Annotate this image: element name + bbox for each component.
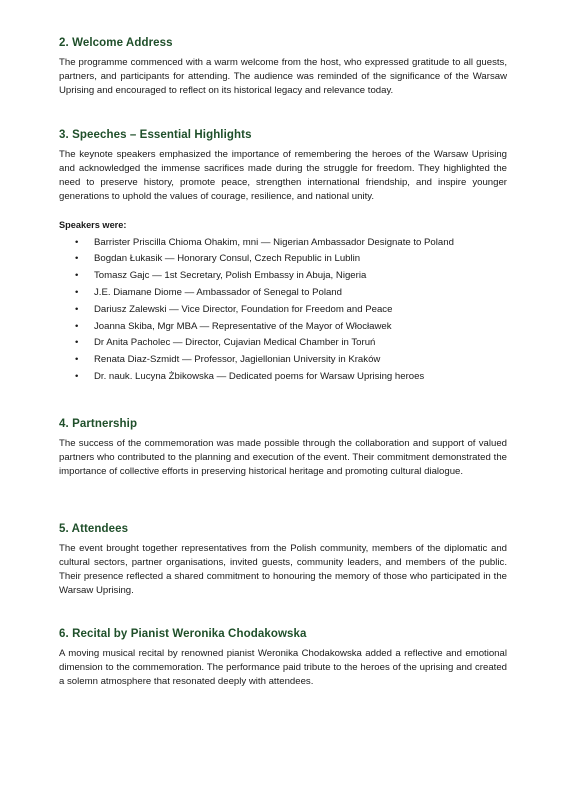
- bullet: •: [75, 320, 79, 332]
- speaker-text: Tomasz Gajc — 1st Secretary, Polish Embassy in Abuja, Nigeria: [94, 270, 367, 282]
- partnership-paragraph: The success of the commemoration was made possible through the collaboration and support of valued partners who contributed to the planning and execution of the event. Their commitment demonstrated the importance of collective efforts in preserving historical heritage and promoting cultural dialogue.: [59, 438, 507, 477]
- speaker-text: Dr. nauk. Lucyna Żbikowska — Dedicated poems for Warsaw Uprising heroes: [94, 371, 425, 382]
- speakers-title: Speakers were:: [59, 219, 127, 230]
- welcome-paragraph: The programme commenced with a warm welcome from the host, who expressed gratitude to all guests, partners, and participants for attending. The audience was reminded of the significance of the Warsaw Uprising and encouraged to reflect on its historical legacy and relevance today.: [59, 57, 507, 96]
- partnership-section: [59, 417, 507, 479]
- bullet: •: [75, 354, 79, 366]
- attendees-paragraph: The event brought together representatives from the Polish community, members of the diplomatic and cultural sectors, partner organisations, invited guests, community leaders, and members of the public. Their presence reflected a shared commitment to honouring the memory of those who participated in the Warsaw Uprising.: [59, 543, 507, 596]
- bullet: •: [75, 253, 79, 265]
- speaker-item: [59, 369, 507, 386]
- speeches-paragraph: The keynote speakers emphasized the importance of remembering the heroes of the Warsaw Uprising and acknowledged the immense sacrifices made during the struggle for freedom. They highlighted the need to preserve history, promote peace, strengthen international friendship, and inspire younger generations to uphold the values of courage, resilience, and national unity.: [59, 149, 507, 202]
- speaker-text: Dr Anita Pacholec — Director, Cujavian Medical Chamber in Toruń: [94, 337, 376, 349]
- speaker-item: [59, 302, 507, 319]
- speaker-text: Bogdan Łukasik — Honorary Consul, Czech Republic in Lublin: [94, 253, 361, 265]
- speaker-item: [59, 285, 507, 302]
- speaker-item: [59, 235, 507, 252]
- bullet: •: [75, 303, 79, 315]
- attendees-heading: 5. Attendees: [59, 523, 129, 535]
- welcome-heading: 2. Welcome Address: [59, 37, 173, 49]
- recital-section: [59, 627, 507, 689]
- speaker-text: Renata Diaz-Szmidt — Professor, Jagiellonian University in Kraków: [94, 354, 381, 366]
- speaker-item: [59, 335, 507, 352]
- welcome-section: [59, 36, 507, 98]
- speaker-text: Barrister Priscilla Chioma Ohakim, mni — Nigerian Ambassador Designate to Poland: [94, 236, 454, 248]
- bullet: •: [75, 337, 79, 349]
- speaker-text: Dariusz Zalewski — Vice Director, Foundation for Freedom and Peace: [94, 303, 393, 315]
- speaker-item: [59, 352, 507, 369]
- speeches-section: [59, 128, 507, 386]
- speaker-item: [59, 268, 507, 285]
- bullet: •: [75, 287, 79, 299]
- speaker-text: Joanna Skiba, Mgr MBA — Representative of the Mayor of Włocławek: [94, 320, 392, 332]
- speaker-text: J.E. Diamane Diome — Ambassador of Senegal to Poland: [94, 287, 342, 299]
- bullet: •: [75, 270, 79, 282]
- speeches-heading: 3. Speeches – Essential Highlights: [59, 129, 252, 141]
- bullet: •: [75, 236, 79, 248]
- recital-heading: 6. Recital by Pianist Weronika Chodakowska: [59, 628, 307, 640]
- attendees-section: [59, 522, 507, 598]
- partnership-heading: 4. Partnership: [59, 418, 138, 430]
- bullet: •: [75, 371, 79, 382]
- speaker-item: [59, 319, 507, 336]
- speaker-item: [59, 251, 507, 268]
- speakers-list: [59, 235, 507, 386]
- recital-paragraph: A moving musical recital by renowned pianist Weronika Chodakowska added a reflective and emotional dimension to the commemoration. The performance paid tribute to the heroes of the uprising and created a solemn atmosphere that resonated deeply with attendees.: [59, 648, 507, 687]
